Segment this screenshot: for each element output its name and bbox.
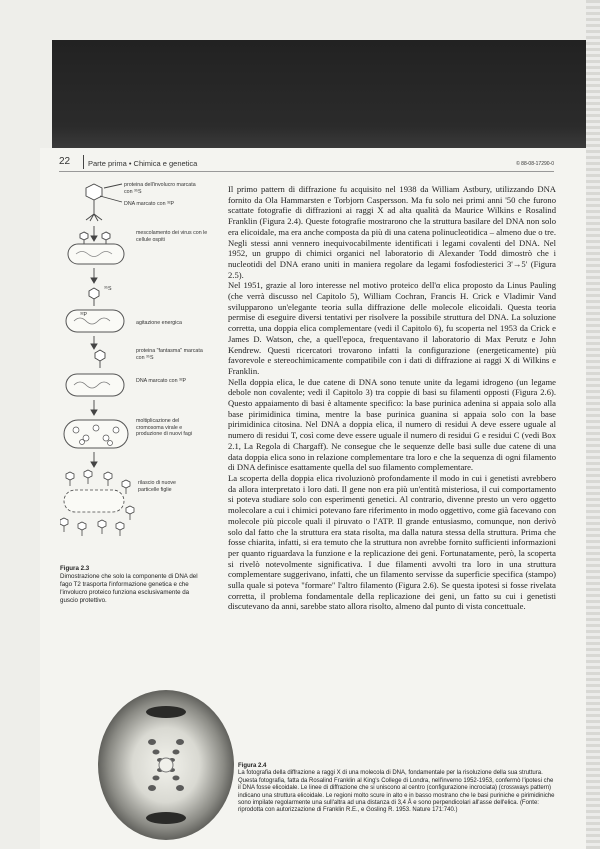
diffraction-pattern <box>98 690 234 840</box>
paragraph: Nella doppia elica, le due catene di DNA sono tenute unite da legami idrogeno (un legame debole non covalente; vedi il Capitolo 3) tra coppie di basi su filamenti opposti (Figura 2.6). Questo appaiamento di basi è altamente specifico: la base purinica adenina si appaia solo alla base pirimidinica timina, mentre la base purinica guanina si appaia solo con la base pirimidinica citosina. Nel DNA a doppia elica, il numero di residui A deve essere uguale al numero di residui T, così come deve essere uguale il numero di residui G e residui C (vedi Box 2.1, La Regola di Chargaff). Ne consegue che le sequenze delle basi sulle due catene di una data doppia elica sono in relazione complementare tra loro e che la sequenza di ogni filamento di DNA definisce esattamente quella del suo filamento complementare. <box>228 376 556 473</box>
bacterium-icon <box>66 374 124 396</box>
figure-2-3-text: Dimostrazione che solo la componente di DNA del fago T2 trasporta l'informazione genetica e che l'involucro proteico funziona esclusivamente da guscio protettivo. <box>60 573 198 604</box>
running-header <box>59 155 554 171</box>
page-number: 22 <box>59 156 71 167</box>
header-divider <box>83 155 84 169</box>
label-dna-32p-2: DNA marcato con ³²P <box>136 378 187 384</box>
scan-dark-band <box>52 40 600 148</box>
label-dna-32p: DNA marcato con ³²P <box>124 201 175 207</box>
header-rule <box>59 171 554 172</box>
main-text <box>228 184 556 612</box>
figure-2-4-text: La fotografia della diffrazione a raggi X di una molecola di DNA, fondamentale per la risoluzione della sua struttura. Questa fotografia, fatta da Rosalind Franklin al King's College di Londra, nell'inverno 1952-1953, confermò l'ipotesi che il DNA fosse elicoidale. Le linee di diffrazione che si uniscono al centro (configurazione incrociata) (crossways pattern) indicano una struttura elicoidale. Le regioni molto scure in alto e in basso mostrano che le basi puriniche e pirimidiniche sono impilate regolarmente una sull'altra ad una distanza di 3,4 Å e sono perpendicolari all'asse dell'elica. (Fonte: riprodotta con autorizzazione di Franklin R.E., e Gosling R. 1953. Nature 171:740.) <box>238 770 555 814</box>
label-release: rilascio di nuove particelle figlie <box>138 480 176 493</box>
figure-2-4-caption <box>238 763 556 815</box>
figure-2-3-diagram <box>60 180 220 600</box>
paragraph: Nel 1951, grazie al loro interesse nel motivo proteico dell'α elica proposto da Linus Pauling (che verrà discusso nel Capitolo 5), William Cochran, Francis H. Crick e Vladimir Vand svilupparono un'elegante teoria sulla diffrazione delle molecole elicoidali. Questa teoria permise di eseguire diversi tentativi per risolvere la possibile struttura del DNA. La soluzione corretta, una doppia elica complementare (vedi il Capitolo 6), fu scoperta nel 1953 da Crick e James D. Watson, che, a quell'epoca, frequentavano il laboratorio di Max Perutz e John Kendrew. Questi ricercatori trovarono infatti la configurazione (energeticamente) più favorevole e stereochimicamente compatibile con i dati di diffrazione ai raggi X di Wilkins e Franklin. <box>228 280 556 376</box>
label-protein-coat: proteina dell'involucro marcata con ³⁵S <box>124 182 196 195</box>
figure-2-4-title: Figura 2.4 <box>238 763 267 769</box>
running-title: Parte prima • Chimica e genetica <box>88 159 198 168</box>
phage-icon <box>86 184 122 221</box>
label-ghost-protein: proteina "fantasma" marcata con ³⁵S <box>136 348 203 361</box>
label-multiplication: moltiplicazione del cromosoma virale e produzione di nuovi fagi <box>136 418 192 438</box>
label-35s: ³⁵S <box>104 286 112 292</box>
paragraph: La scoperta della doppia elica rivoluzionò profondamente il modo in cui i genetisti avrebbero da allora interpretato i loro dati. Il gene non era più un'entità misteriosa, il cui comportamento si poteva studiare solo con esperimenti genetici. Al contrario, divenne presto un vero oggetto molecolare a cui i chimici potevano fare riferimento in modo oggettivo, come già facevano con molecole più piccole quali il piruvato o l'ATP. Il grande entusiasmo, comunque, non derivò solo dal fatto che la struttura era stata risolta, ma dalla natura stessa della struttura. Prima che fosse chiarita, infatti, si era temuto che la struttura non avrebbe fornito sufficienti informazioni per quanto riguardava la funzione e la replicazione dei geni. Fortunatamente, però, la scoperta si rivelò notevolmente significativa. I due filamenti avvolti tra loro in una struttura complementare suggerivano, infatti, che un filamento servisse da superficie specifica (stampo) sulla quale si poteva "formare" l'altro filamento (Figura 2.6). Se questa ipotesi si fosse rivelata corretta, il problema fondamentale della replicazione dei geni, un fatto su cui i genetisti discutevano da anni, sarebbe stato allora risolto, almeno dal punto di vista concettuale. <box>228 472 556 612</box>
label-32p: ³²P <box>80 312 88 318</box>
dna-xray-diffraction-photo <box>98 690 234 840</box>
phage-release-icon <box>60 470 134 536</box>
scan-edge <box>586 0 600 849</box>
phage-ghost-icon <box>95 350 105 368</box>
arrow-icon <box>91 226 97 241</box>
phage-ghost-icon <box>89 288 99 306</box>
label-agitation: agitazione energica <box>136 320 182 326</box>
paragraph: Il primo pattern di diffrazione fu acquisito nel 1938 da William Astbury, utilizzando DNA fornito da Ola Hammarsten e Torbjorn Caspersson. Ma fu solo nei primi anni '50 che furono scattate fotografie di diffrazioni ai raggi X ad alta qualità da Maurice Wilkins e Rosalind Franklin (Figura 2.4). Queste fotografie mostrarono che la struttura basilare del DNA non solo era elicoidale, ma era anche composta da più di una catena polinucleotidica – almeno due o tre. Negli stessi anni vennero inequivocabilmente identificati i legami covalenti del DNA. Nel 1952, un gruppo di chimici organici nel laboratorio di Alexander Todd dimostrò che i nucleotidi del DNA erano uniti in maniera regolare da legami fosfodiesterici 3'→5' (Figura 2.5). <box>228 184 556 280</box>
figure-2-3-title: Figura 2.3 <box>60 565 90 572</box>
isbn-code: © 88-08-17290-0 <box>516 161 554 167</box>
figure-2-3-caption <box>60 565 202 605</box>
label-mixing: mescolamento dei virus con le cellule ospiti <box>136 230 208 243</box>
bacterium-icon <box>64 420 128 448</box>
